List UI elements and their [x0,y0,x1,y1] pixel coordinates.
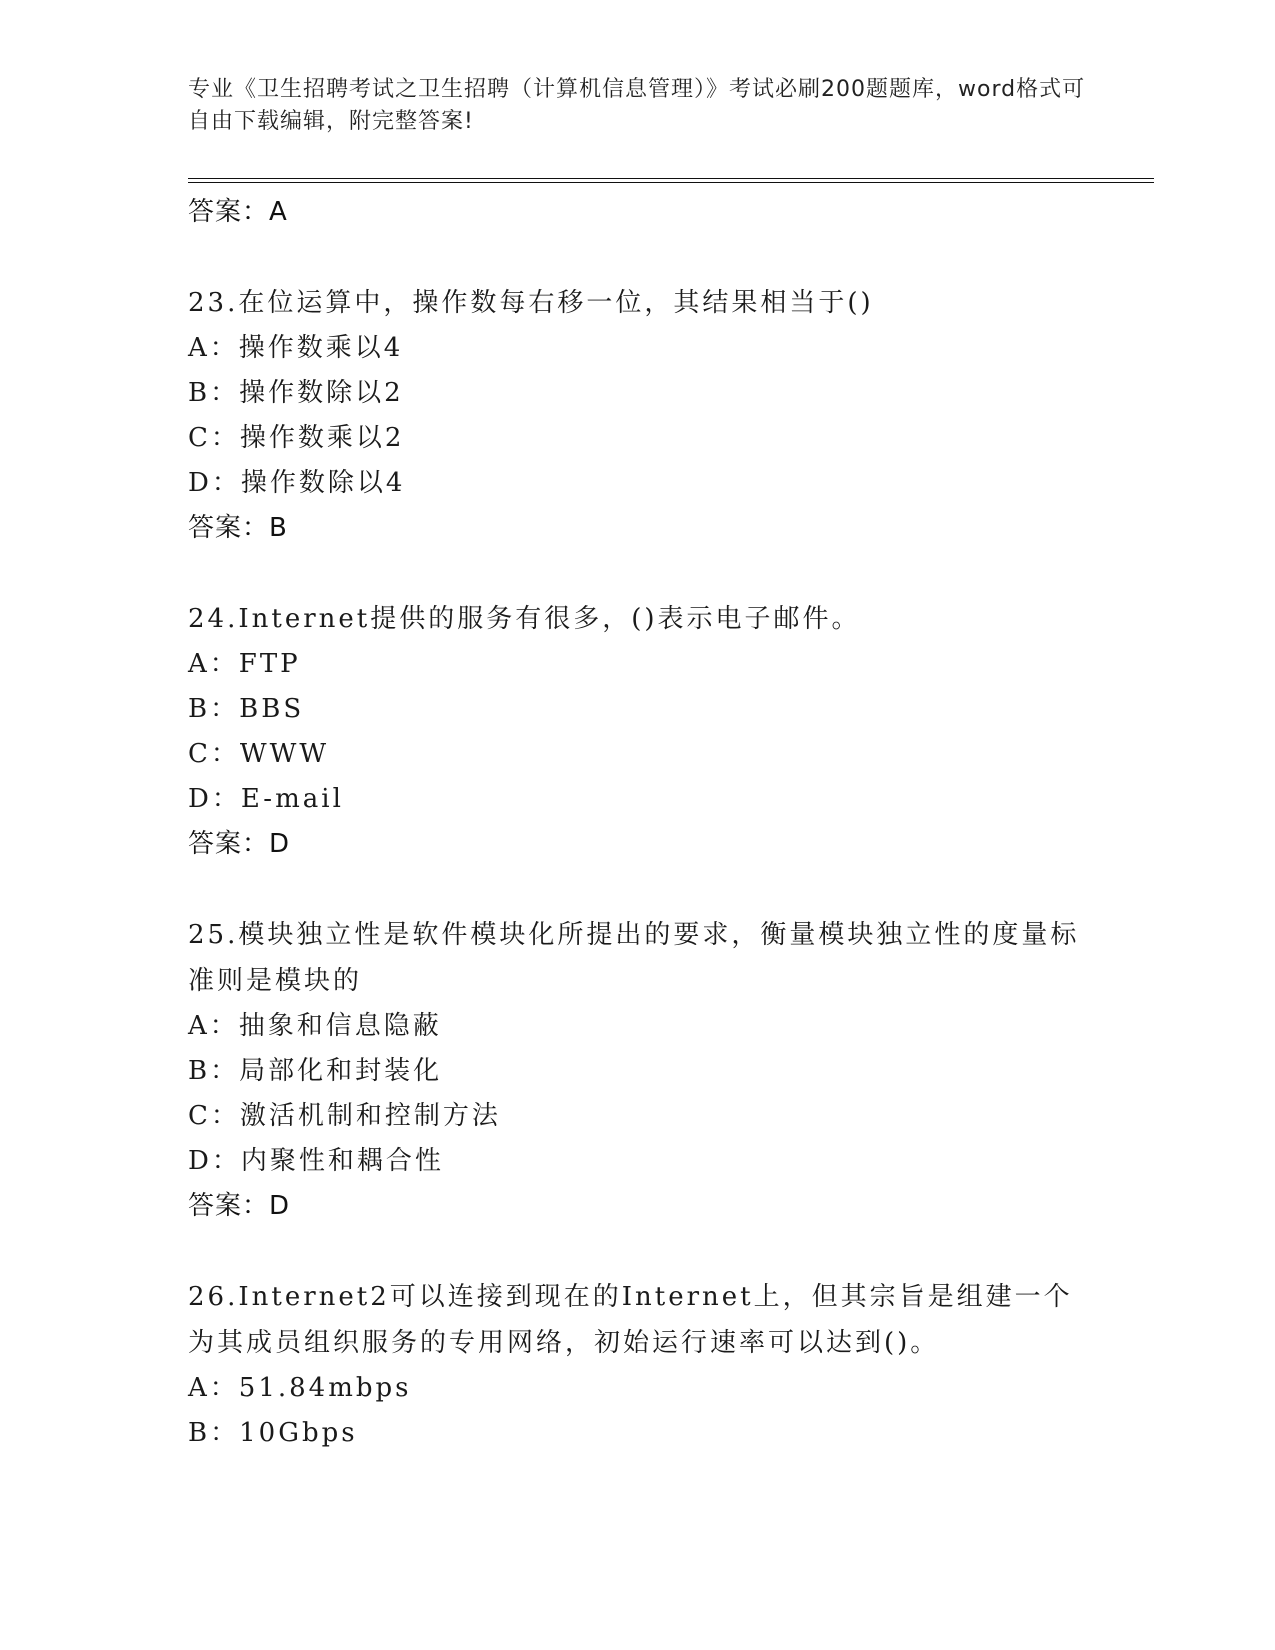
option-a: A：抽象和信息隐蔽 [188,1011,442,1041]
option-b: B：10Gbps [188,1418,358,1448]
option-a: A：操作数乘以4 [188,333,404,363]
question-23 [188,280,1088,550]
answer-line: 答案：D [188,829,291,859]
option-d: D：内聚性和耦合性 [188,1146,444,1176]
option-b: B：操作数除以2 [188,378,404,408]
question-list [188,190,1088,1456]
answer-line: 答案：A [188,197,288,227]
option-c: C：激活机制和控制方法 [188,1101,501,1131]
question-text: 25.模块独立性是软件模块化所提出的要求，衡量模块独立性的度量标准则是模块的 [188,920,1080,996]
option-d: D：操作数除以4 [188,468,406,498]
answer-line: 答案：D [188,1191,291,1221]
option-b: B：BBS [188,694,305,724]
question-text: 24.Internet提供的服务有很多，()表示电子邮件。 [188,604,861,634]
question-26 [188,1274,1088,1456]
option-d: D：E-mail [188,784,344,814]
page-header: 专业《卫生招聘考试之卫生招聘（计算机信息管理）》考试必刷200题题库，word格式可自由下载编辑，附完整答案! [188,77,1086,134]
header-divider [188,178,1154,179]
option-a: A：FTP [188,649,301,679]
question-text: 23.在位运算中，操作数每右移一位，其结果相当于() [188,288,874,318]
question-24 [188,596,1088,866]
option-c: C：WWW [188,739,330,769]
header-divider-double [188,182,1154,183]
option-c: C：操作数乘以2 [188,423,405,453]
option-a: A：51.84mbps [188,1373,412,1403]
answer-line: 答案：B [188,513,288,543]
option-b: B：局部化和封装化 [188,1056,443,1086]
question-text: 26.Internet2可以连接到现在的Internet上，但其宗旨是组建一个为其成员组织服务的专用网络，初始运行速率可以达到()。 [188,1282,1073,1358]
question-25 [188,912,1088,1228]
